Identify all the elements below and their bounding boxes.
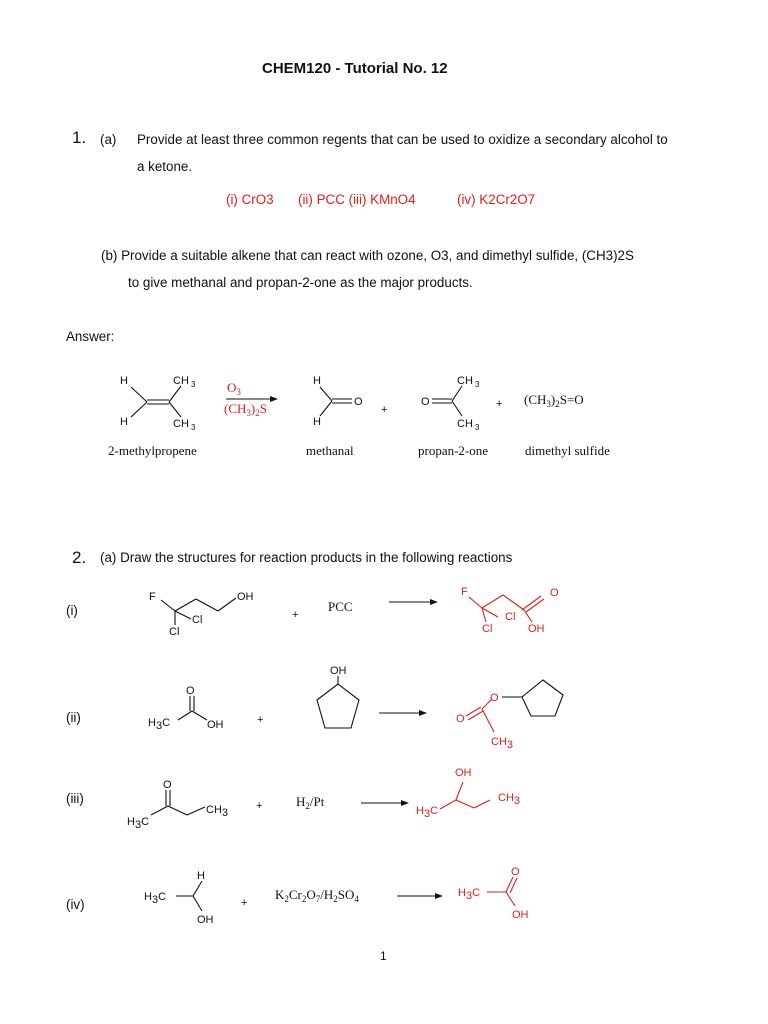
atom-label: 3 [191,380,196,389]
atom-label: CH [457,418,473,430]
atom-label: O [421,396,430,408]
q2-product-labels [416,586,559,921]
svg-text:H3C: H3C [127,816,150,831]
atom-label: O [490,692,499,704]
svg-text:(CH3)2S: $(CH_3)_2S$ [224,401,267,418]
answer-reagent-1: (i) CrO3 [226,192,274,207]
atom-label: H [313,375,321,387]
atom-label: H [197,870,205,882]
reagent-pcc: PCC [328,599,353,614]
reagent-dichromate: $K_2Cr_2O_7/H_2SO_4$ [275,887,359,904]
atom-label: OH [207,719,224,731]
atom-label: O [550,587,559,599]
dimethyl-sulfoxide-formula: $(CH_3)_2S=O$ [524,392,584,409]
svg-text:CH3: CH3 [206,804,229,819]
answer-reagent-4: (iv) K2Cr2O7 [457,192,536,207]
page-number: 1 [380,949,387,963]
atom-label: Cl [482,623,493,635]
reaction-arrows [226,399,437,896]
atom-label: O [456,713,465,725]
reaction-label-ii: (ii) [66,710,81,725]
atom-label: 3 [475,423,480,432]
atom-label: H [120,375,128,387]
compound-name: methanal [306,443,354,458]
compound-name: 2-methylpropene [108,443,197,458]
svg-text:H3C: H3C [144,891,167,906]
svg-text:H3C: H3C [148,717,171,732]
reaction-label-iii: (iii) [66,791,84,806]
page-title: CHEM120 - Tutorial No. 12 [262,60,448,77]
q1-part-b-line1: (b) Provide a suitable alkene that can react with ozone, O3, and dimethyl sulfide, (CH3)2S [101,248,634,263]
atom-label: F [461,586,468,598]
atom-label: 3 [191,423,196,432]
svg-text:CH3: CH3 [491,736,514,751]
svg-text:H3C: H3C [458,887,481,902]
plus-sign: + [256,800,263,812]
atom-label: Cl [505,611,516,623]
q1-part-a-label: (a) [100,132,117,147]
svg-text:H3C: H3C [416,805,439,820]
structure-bonds [131,386,462,911]
answer-label: Answer: [66,329,115,344]
plus-sign: + [381,404,388,416]
reaction-label-iv: (iv) [66,897,85,912]
svg-text:O3: $O_3$ [227,380,241,397]
reaction-label-i: (i) [66,603,78,618]
atom-label: OH [330,665,347,677]
q2-part-a: (a) Draw the structures for reaction products in the following reactions [100,550,513,565]
atom-label: Cl [169,626,180,638]
question-1-number: 1. [72,128,87,147]
atom-label: O [511,866,520,878]
question-2-number: 2. [72,548,87,567]
atom-label: O [186,685,195,697]
atom-label: CH [457,375,473,387]
atom-label: 3 [475,380,480,389]
atom-label: OH [237,591,254,603]
q1-part-a-line2: a ketone. [137,159,193,174]
q1-atom-labels [120,375,480,432]
q1-part-b-line2: to give methanal and propan-2-one as the major products. [128,275,473,290]
answer-reagent-2-3: (ii) PCC (iii) KMnO4 [298,192,416,207]
q2-reactant-labels [127,591,347,926]
plus-sign: + [241,897,248,909]
atom-label: F [149,591,156,603]
arrow-heads [270,396,443,899]
atom-label: Cl [192,614,203,626]
atom-label: O [163,779,172,791]
atom-label: OH [528,623,545,635]
q1-part-a-line1: Provide at least three common regents that can be used to oxidize a secondary alcohol to [137,132,668,147]
q2-plus-and-reagents [241,599,359,909]
plus-sign: + [496,398,503,410]
atom-label: H [120,416,128,428]
atom-label: O [354,396,363,408]
reagent-hydrogen-pt: $H_2/Pt$ [296,794,325,811]
compound-name: dimethyl sulfide [525,443,610,458]
ester-ring [502,680,563,716]
atom-label: CH [173,375,189,387]
atom-label: OH [455,767,472,779]
atom-label: H [313,416,321,428]
atom-label: OH [512,909,529,921]
atom-label: CH [173,418,189,430]
atom-label: OH [197,914,214,926]
plus-sign: + [292,609,299,621]
svg-text:CH3: CH3 [498,792,521,807]
compound-name: propan-2-one [418,443,489,458]
plus-sign: + [257,714,264,726]
